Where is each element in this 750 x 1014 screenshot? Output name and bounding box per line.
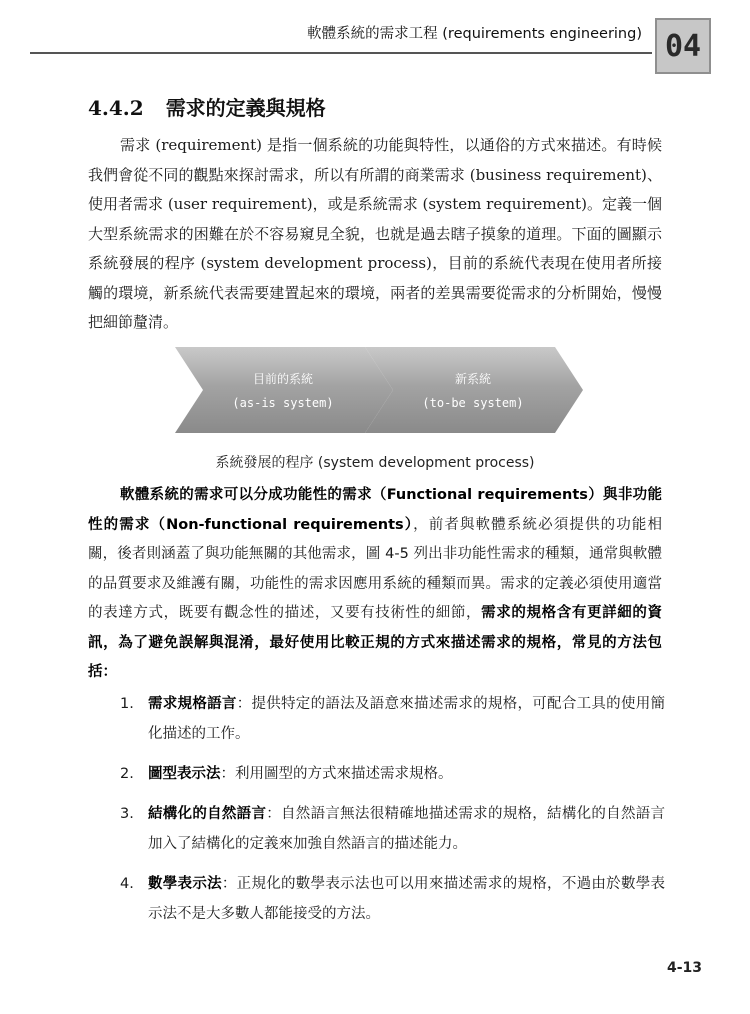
list-item	[120, 760, 665, 790]
list-desc: ：自然語言無法很精確地描述需求的規格，結構化的自然語言加入了結構化的定義來加強自然語言的描述能力。	[148, 806, 666, 852]
list-term: 需求規格語言	[148, 696, 237, 712]
section-title: 需求的定義與規格	[165, 96, 326, 120]
list-item	[120, 870, 665, 929]
intro-paragraph: 需求 (requirement) 是指一個系統的功能與特性，以通俗的方式來描述。有時候我們會從不同的觀點來探討需求，所以有所謂的商業需求 (business requirement)、使用者需求 (user requirement)，或是系統需求 (system requirement)。定義一個大型系統需求的困難在於不容易窺見全貌，也就是過去瞎子摸象的道理。下面的圖顯示系統發展的程序 (system development process)，目前的系統代表現在使用者所接觸的環境，新系統代表需要建置起來的環境，兩者的差異需要從需求的分析開始，慢慢把細節釐清。	[88, 136, 662, 331]
list-term: 圖型表示法	[148, 766, 221, 782]
list-desc: ：提供特定的語法及語意來描述需求的規格，可配合工具的使用簡化描述的工作。	[148, 696, 666, 742]
list-number: 3.	[120, 806, 134, 822]
to-be-sublabel: (to-be system)	[422, 396, 524, 410]
to-be-chevron	[365, 347, 583, 433]
running-header: 軟體系統的需求工程 (requirements engineering)	[307, 26, 642, 42]
section-heading	[88, 92, 326, 121]
list-term: 數學表示法	[148, 876, 222, 892]
emphasis-specification: 需求的規格含有更詳細的資訊，為了避免誤解與混淆，最好使用比較正規的方式來描述需求的規格，常見的方法包括：	[88, 605, 663, 680]
list-term: 結構化的自然語言	[148, 806, 267, 822]
requirements-paragraph	[88, 481, 662, 688]
emphasis-functional: 軟體系統的需求可以分成功能性的需求（Functional requirements）與非功能性的需求（Non-functional requirements）	[88, 487, 662, 533]
list-desc: ：正規化的數學表示法也可以用來描述需求的規格，不過由於數學表示法不是大多數人都能接受的方法。	[148, 876, 666, 922]
list-item	[120, 800, 665, 859]
chapter-badge	[655, 18, 711, 74]
list-desc: ：利用圖型的方式來描述需求規格。	[220, 766, 453, 782]
paragraph-text: ，前者與軟體系統必須提供的功能相關，後者則涵蓋了與功能無關的其他需求，圖 4-5 列出非功能性需求的種類，通常與軟體的品質要求及維護有關，功能性的需求因應用系統的種類而異。需求的定義必須使用適當的表達方式，既要有觀念性的描述，又要有技術性的細節，	[88, 516, 662, 621]
process-diagram	[175, 345, 585, 435]
list-number: 4.	[120, 876, 134, 892]
list-number: 1.	[120, 696, 134, 712]
section-number: 4.4.2	[88, 96, 144, 120]
diagram-caption: 系統發展的程序 (system development process)	[215, 455, 535, 471]
as-is-sublabel: (as-is system)	[232, 396, 334, 410]
chapter-number: 04	[664, 28, 702, 64]
list-item	[120, 690, 665, 749]
header-rule	[30, 52, 652, 54]
as-is-label: 目前的系統	[252, 372, 314, 386]
list-number: 2.	[120, 766, 134, 782]
to-be-label: 新系統	[454, 372, 492, 386]
as-is-chevron	[175, 347, 393, 433]
page-number: 4-13	[666, 960, 702, 976]
